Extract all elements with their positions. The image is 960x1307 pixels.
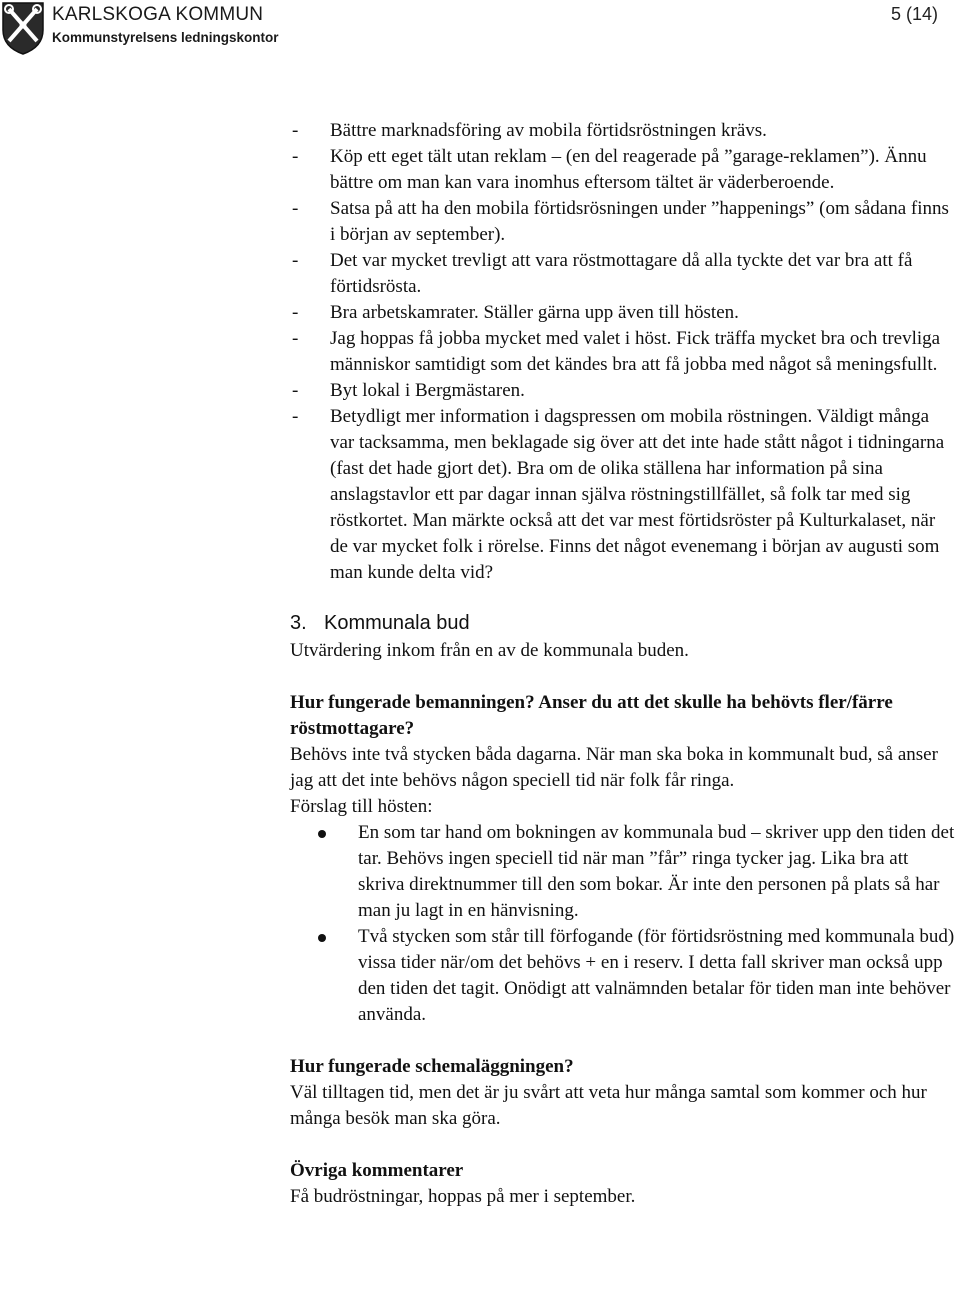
page-header <box>0 0 960 60</box>
spacer <box>290 664 955 690</box>
department-name: Kommunstyrelsens ledningskontor <box>52 30 279 45</box>
dash-marker: - <box>292 406 299 427</box>
spacer <box>290 1028 955 1054</box>
dash-marker: - <box>292 198 299 219</box>
list-item-text: Betydligt mer information i dagspressen om mobila röstningen. Väldigt många var tacksamma, men beklagade sig över att det inte hade stått något i tidningarna (fast det hade gjort det). Bra om de olika ställena har information på sina anslagstavlor ett par dagar innan själva röstningstillfället, så folk tar med sig röstkortet. Man märkte också att det var mest förtidsröster på Kulturkalaset, när de var mycket folk i rörelse. Finns det något evenemang i början av augusti som man kunde delta vid? <box>330 406 945 583</box>
dash-marker: - <box>292 328 299 349</box>
list-item <box>290 248 955 300</box>
question-staffing: Hur fungerade bemanningen? Anser du att det skulle ha behövts fler/färre röstmottagare? <box>290 692 893 739</box>
section-heading <box>290 608 955 638</box>
bullet-icon <box>318 934 326 942</box>
section-intro: Utvärdering inkom från en av de kommunala buden. <box>290 640 689 661</box>
list-item <box>290 820 955 924</box>
answer-scheduling: Väl tilltagen tid, men det är ju svårt att veta hur många samtal som kommer och hur många besök man ska göra. <box>290 1082 927 1129</box>
bullet-icon <box>318 830 326 838</box>
organization-name: KARLSKOGA KOMMUN <box>52 4 264 25</box>
list-item-text: Satsa på att ha den mobila förtidsrösningen under ”happenings” (om sådana finns i början av september). <box>330 198 949 245</box>
list-item-text: Jag hoppas få jobba mycket med valet i höst. Fick träffa mycket bra och trevliga människor samtidigt som det kändes bra att få jobba med något så meningsfullt. <box>330 328 941 375</box>
section-title: Kommunala bud <box>324 612 470 634</box>
list-item-text: Två stycken som står till förfogande (för förtidsröstning med kommunala bud) vissa tider när/om det behövs + en i reserv. I detta fall skriver man också upp den tiden det tagit. Onödigt att valnämnden betalar för tiden man inte behöver använda. <box>358 926 955 1025</box>
list-item-text: Bra arbetskamrater. Ställer gärna upp även till hösten. <box>330 302 739 323</box>
dash-marker: - <box>292 380 299 401</box>
proposal-label: Förslag till hösten: <box>290 796 433 817</box>
question-other-comments: Övriga kommentarer <box>290 1160 464 1181</box>
list-item-text: En som tar hand om bokningen av kommunala bud – skriver upp den tiden det tar. Behövs ingen speciell tid när man ”får” ringa tycker jag. Lika bra att skriva direktnummer till den som bokar. Är inte den personen på plats så har man ju lagt in en hänvisning. <box>358 822 955 921</box>
list-item <box>290 378 955 404</box>
proposal-list <box>290 820 955 1028</box>
list-item-text: Köp ett eget tält utan reklam – (en del reagerade på ”garage-reklamen”). Ännu bättre om man kan vara inomhus eftersom tältet är väderberoende. <box>330 146 927 193</box>
list-item <box>290 144 955 196</box>
answer-other-comments: Få budröstningar, hoppas på mer i september. <box>290 1186 636 1207</box>
document-body <box>290 118 955 1210</box>
dash-marker: - <box>292 302 299 323</box>
list-item-text: Det var mycket trevligt att vara röstmottagare då alla tyckte det var bra att få förtidsrösta. <box>330 250 913 297</box>
feedback-list <box>290 118 955 586</box>
section-number: 3. <box>290 612 307 634</box>
list-item <box>290 924 955 1028</box>
dash-marker: - <box>292 250 299 271</box>
municipal-coat-of-arms-icon <box>0 0 46 56</box>
answer-staffing: Behövs inte två stycken båda dagarna. När man ska boka in kommunalt bud, så anser jag att det inte behövs någon speciell tid när folk får ringa. <box>290 744 938 791</box>
dash-marker: - <box>292 146 299 167</box>
question-scheduling: Hur fungerade schemaläggningen? <box>290 1056 574 1077</box>
page-number: 5 (14) <box>890 4 938 24</box>
list-item <box>290 404 955 586</box>
dash-marker: - <box>292 120 299 141</box>
list-item <box>290 196 955 248</box>
list-item-text: Bättre marknadsföring av mobila förtidsröstningen krävs. <box>330 120 767 141</box>
list-item <box>290 118 955 144</box>
list-item <box>290 300 955 326</box>
spacer <box>290 1132 955 1158</box>
list-item-text: Byt lokal i Bergmästaren. <box>330 380 525 401</box>
list-item <box>290 326 955 378</box>
